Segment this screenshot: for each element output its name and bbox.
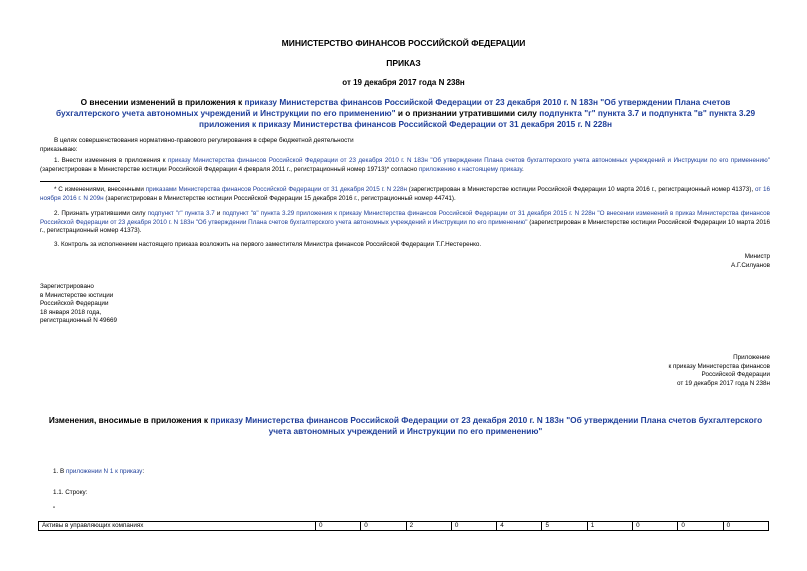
appendix-line: от 19 декабря 2017 года N 238н — [676, 379, 770, 387]
order-title — [48, 97, 763, 130]
changes-title-link-order-183n[interactable]: приказу Министерства финансов Российской Федерации от 23 декабря 2010 г. N 183н "Об утверждении Плана счетов бухгалтерского учета автономных учреждений и Инструкции по его применению" — [210, 415, 763, 436]
table-cell: 4 — [497, 522, 542, 531]
changes-title — [48, 415, 763, 437]
title-link-order-183n[interactable]: приказу Министерства финансов Российской Федерации от 23 декабря 2010 г. N 183н "Об утверждении Плана счетов бухгалтерского учета автономных учреждений и Инструкции по его применению" — [55, 97, 731, 118]
paragraph-3: 3. Контроль за исполнением настоящего приказа возложить на первого заместителя Министра финансов Российской Федерации Т.Г.Нестеренко. — [54, 241, 482, 248]
p2-link-subparagraph-3-7[interactable]: подпункт "г" пункта 3.7 — [147, 210, 215, 217]
fn-text-a: * С изменениями, внесенными — [54, 186, 146, 193]
document-type-heading: ПРИКАЗ — [386, 58, 421, 68]
change-item-1-1: 1.1. Строку: — [53, 489, 88, 496]
ministry-heading: МИНИСТЕРСТВО ФИНАНСОВ РОССИЙСКОЙ ФЕДЕРАЦИИ — [281, 38, 526, 48]
fn-link-order-228n[interactable]: приказами Министерства финансов Российской Федерации от 31 декабря 2015 г. N 228н — [145, 186, 407, 193]
footnote-divider — [40, 181, 120, 182]
table-cell: 0 — [633, 522, 678, 531]
p2-text-a: 2. Признать утратившими силу — [54, 210, 148, 217]
table-cell: 0 — [316, 522, 361, 531]
minister-signature — [731, 253, 770, 270]
registration-line: регистрационный N 49669 — [40, 317, 118, 324]
minister-role: Министр — [744, 253, 770, 260]
title-link-order-228n[interactable]: подпункта "г" пункта 3.7 и подпункта "в" пункта 3.29 приложения к приказу Министерства финансов Российской Федерации от 31 декабря 2015 г. N 228н — [199, 108, 756, 129]
p2-text-c: (зарегистрирован в Министерстве юстиции Российской Федерации 10 марта 2016 г., регистрационный номер 41373). — [40, 218, 770, 234]
table-cell: 5 — [542, 522, 587, 531]
basis-line: В целях совершенствования нормативно-правового регулирования в сфере бюджетной деятельности — [54, 137, 354, 144]
paragraph-2 — [40, 210, 770, 236]
p2-text-b: и — [214, 210, 223, 217]
appendix-header — [669, 354, 770, 388]
fn-text-c: (зарегистрирован в Министерстве юстиции Российской Федерации 15 декабря 2016 г., регистрационный номер 44741). — [103, 194, 456, 202]
table-cell-label: Активы в управляющих компаниях — [39, 522, 316, 531]
paragraph-1 — [40, 157, 770, 174]
p1-text-b: (зарегистрирован в Министерстве юстиции Российской Федерации 4 февраля 2011 г., регистрационный номер 19713)* согласно — [40, 165, 419, 173]
minister-name: А.Г.Силуанов — [731, 261, 770, 269]
table-cell: 0 — [361, 522, 406, 531]
quote-mark: " — [53, 506, 56, 513]
table-cell: 2 — [406, 522, 451, 531]
registration-block — [40, 283, 240, 326]
registration-line: Зарегистрировано — [40, 283, 94, 290]
p1-text-c: . — [522, 165, 524, 173]
table-cell: 1 — [587, 522, 632, 531]
appendix-line: Приложение — [733, 354, 770, 361]
item1-text-b: : — [142, 468, 145, 475]
assets-table — [38, 521, 769, 531]
footnote — [40, 186, 770, 203]
basis-paragraph — [40, 137, 770, 154]
table-cell: 0 — [723, 522, 768, 531]
registration-line: в Министерстве юстиции — [40, 291, 114, 299]
fn-text-b: (зарегистрирован в Министерстве юстиции Российской Федерации 10 марта 2016 г., регистрационный номер 41373), — [407, 186, 755, 193]
title-text-1: О внесении изменений в приложения к — [80, 97, 245, 107]
registration-line: Российской Федерации — [40, 300, 109, 307]
p1-text-a: 1. Внести изменения в приложения к — [54, 157, 168, 164]
p2-link-subparagraph-3-29[interactable]: подпункт "в" пункта 3.29 приложения к приказу Министерства финансов Российской Федерации от 31 декабря 2015 г. N 228н "О внесении изменений в приказ Министерства финансов Российской Федерации от 23 декабря 2010 г. N 183н "Об утверждении Плана счетов бухгалтерского учета автономных учреждений и Инструкции по его применению" — [40, 210, 770, 226]
table-row — [39, 522, 769, 531]
table-cell: 0 — [451, 522, 496, 531]
document-date: от 19 декабря 2017 года N 238н — [342, 78, 465, 87]
table-cell: 0 — [678, 522, 723, 531]
appendix-line: Российской Федерации — [701, 371, 770, 378]
item1-link-appendix-1[interactable]: приложении N 1 к приказу — [65, 468, 143, 475]
registration-line: 18 января 2018 года, — [40, 308, 102, 316]
p1-link-appendix[interactable]: приложению к настоящему приказу — [418, 165, 522, 173]
appendix-line: к приказу Министерства финансов — [668, 362, 770, 370]
fn-link-order-209n[interactable]: от 16 ноября 2016 г. N 209н — [40, 186, 770, 202]
p1-link-order-183n[interactable]: приказу Министерства финансов Российской Федерации от 23 декабря 2010 г. N 183н "Об утверждении Плана счетов бухгалтерского учета автономных учреждений и Инструкции по его применению" — [167, 157, 770, 164]
basis-directive: приказываю: — [40, 145, 78, 153]
item1-text-a: 1. В — [53, 468, 66, 475]
change-item-1 — [53, 468, 144, 477]
title-text-2: и о признании утратившими силу — [395, 108, 540, 118]
changes-title-text: Изменения, вносимые в приложения к — [48, 415, 211, 425]
